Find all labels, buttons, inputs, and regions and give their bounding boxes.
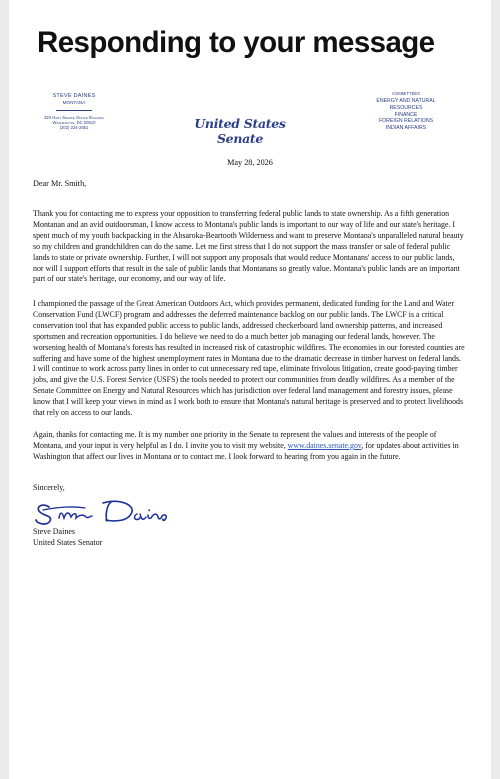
paragraph-3-end: , for updates about activities in Washington that affect our lives in Montana or to contact me. I look forward to hearing from you again in the future. [33, 440, 459, 461]
committee-item: RESOURCES [389, 105, 423, 112]
letter-greeting: Dear Mr. Smith, [33, 179, 87, 188]
senator-name: STEVE DAINES [52, 93, 96, 99]
letter-closing: Sincerely, [33, 483, 65, 492]
letter-paragraph-3 [33, 430, 465, 463]
letter-paragraph-2: I championed the passage of the Great American Outdoors Act, which provides permanent, dedicated funding for the Land and Water Conservation Fund (LWCF) program and addresses the deferred maintenance backlog on our public lands. The LWCF is a critical conservation tool that has expanded public access to public lands, addressed checkerboard land ownership patterns, and increased sportsmen and recreation opportunities. I do believe we need to do a much better job managing our federal lands, however. The worsening health of Montana's forests has resulted in increased risk of catastrophic wildfires. The economies in our forested counties are suffering and have some of the highest unemployment rates in Montana due to the dramatic decrease in timber harvest on federal lands. I will continue to work across party lines in order to cut unnecessary red tape, eliminate frivolous litigation, create good-paying timber jobs, and give the U.S. Forest Service (USFS) the tools needed to protect our communities from deadly wildfires. As a member of the Senate Committee on Energy and Natural Resources which has jurisdiction over federal land management and forestry issues, please know that I will keep your views in mind as I work both to ensure that Montana's natural heritage is preserved and to protect livelihoods that rely on access to our lands. [33, 299, 465, 418]
senator-state: MONTANA [62, 99, 86, 105]
letter-paragraph-1: Thank you for contacting me to express your opposition to transferring federal public lands to state ownership. As a fifth generation Montanan and an avid outdoorsman, I know access to Montana's public lands is important to our way of life and our state's heritage. I spent much of my youth backpacking in the Absaroka-Beartooth Wilderness and want to preserve Montana's unparalleled natural beauty so my children and grandchildren can do the same. Let me first stress that I do not support the mass transfer or sale of federal public lands to state or private ownership. Further, I will not support any proposals that would reduce Montanans' access to our public lands, nor will I support efforts that result in the sale of public lands that Montanans so greatly value. Montana's public lands are an important part of our state's heritage, our economy, and our way of life. [33, 209, 464, 284]
committees-heading: COMMITTEES [392, 91, 420, 96]
letterhead-committees-block [365, 91, 447, 132]
signer-title: United States Senator [33, 537, 103, 547]
committee-item: ENERGY AND NATURAL [376, 98, 436, 105]
paragraph-3-start: Again, thanks for contacting me. It is my number one priority in the Senate to represent the values and interests of the people of Montana, and your input is very helpful as I do. I invite you to visit my website, [33, 430, 437, 450]
senate-wordmark: United States Senate [194, 116, 286, 146]
letterhead-divider [56, 110, 92, 111]
committee-item: FOREIGN RELATIONS [378, 118, 434, 125]
senator-website-link[interactable]: www.daines.senate.gov [287, 440, 362, 450]
letter-date: May 28, 2026 [227, 158, 273, 167]
office-address-line-1: 320 Hart Senate Office Building [43, 114, 105, 120]
committee-item: FINANCE [394, 111, 418, 118]
signer-name: Steve Daines [33, 527, 75, 536]
office-phone: (202) 224-2651 [59, 125, 89, 131]
letter-page [9, 0, 491, 779]
page-headline: Responding to your message [37, 26, 435, 59]
letterhead-senator-block [39, 93, 109, 130]
signer-block [33, 527, 102, 548]
committee-item: INDIAN AFFAIRS [385, 125, 427, 131]
handwritten-signature [33, 497, 173, 527]
office-address-line-2: Washington, DC 20510 [52, 119, 96, 125]
